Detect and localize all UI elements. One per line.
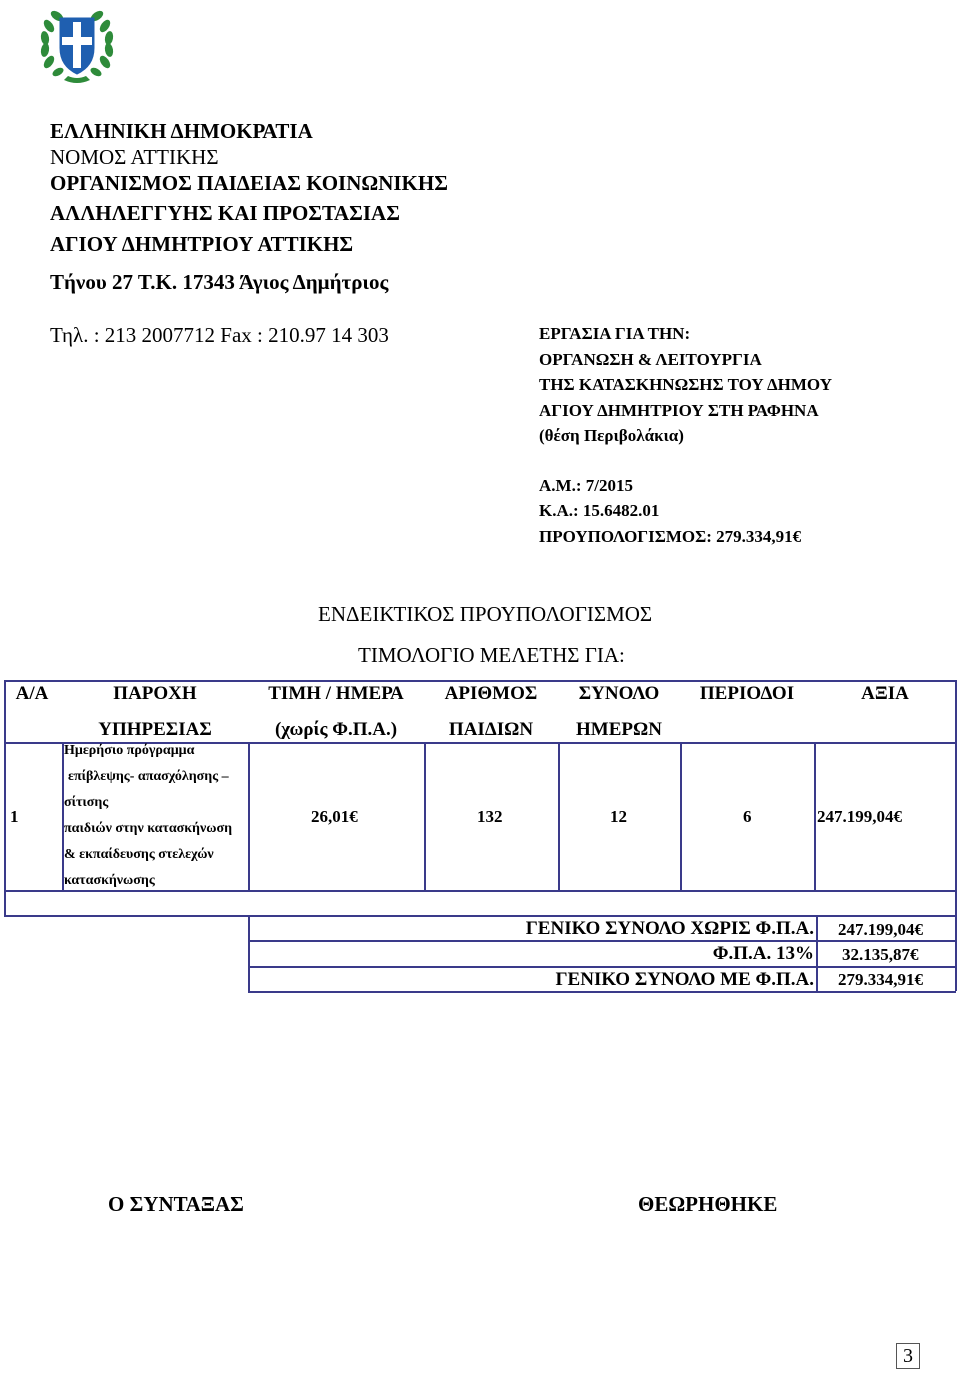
page-number: 3 bbox=[896, 1343, 920, 1369]
col-header-service-line2: ΥΠΗΡΕΣΙΑΣ bbox=[98, 719, 212, 740]
greek-emblem-icon bbox=[36, 4, 118, 88]
row-periods: 6 bbox=[743, 807, 752, 826]
col-header-days-line1: ΣΥΝΟΛΟ bbox=[578, 683, 660, 704]
row-aa: 1 bbox=[10, 807, 19, 826]
total-gross-value: 279.334,91€ bbox=[838, 970, 923, 989]
project-line1: ΕΡΓΑΣΙΑ ΓΙΑ ΤΗΝ: bbox=[539, 324, 691, 343]
header-address: Τήνου 27 Τ.Κ. 17343 Άγιος Δημήτριος bbox=[50, 270, 389, 294]
signature-author: Ο ΣΥΝΤΑΞΑΣ bbox=[108, 1192, 244, 1216]
header-org-line1: ΟΡΓΑΝΙΣΜΟΣ ΠΑΙΔΕΙΑΣ ΚΟΙΝΩΝΙΚΗΣ bbox=[50, 171, 448, 195]
row-desc-line: σίτισης bbox=[64, 795, 109, 810]
project-line5: (θέση Περιβολάκια) bbox=[539, 426, 684, 445]
col-header-days-line2: ΗΜΕΡΩΝ bbox=[576, 719, 662, 740]
project-budget: ΠΡΟΥΠΟΛΟΓΙΣΜΟΣ: 279.334,91€ bbox=[539, 526, 802, 546]
col-header-price-line1: ΤΙΜΗ / ΗΜΕΡΑ bbox=[268, 683, 404, 704]
total-gross-label: ΓΕΝΙΚΟ ΣΥΝΟΛΟ ΜΕ Φ.Π.Α. bbox=[555, 969, 814, 990]
row-desc-line: επίβλεψης- απασχόλησης – bbox=[68, 769, 229, 784]
col-header-kids-line2: ΠΑΙΔΙΩΝ bbox=[448, 719, 534, 740]
project-ka: Κ.Α.: 15.6482.01 bbox=[539, 501, 660, 520]
project-am: Α.Μ.: 7/2015 bbox=[539, 475, 633, 495]
project-line4: ΑΓΙΟΥ ΔΗΜΗΤΡΙΟΥ ΣΤΗ ΡΑΦΗΝΑ bbox=[539, 400, 819, 420]
row-desc-line: κατασκήνωσης bbox=[64, 873, 155, 888]
col-header-periods: ΠΕΡΙΟΔΟΙ bbox=[699, 683, 795, 704]
signature-approved: ΘΕΩΡΗΘΗΚΕ bbox=[638, 1192, 778, 1216]
row-desc-line: & εκπαίδευσης στελεχών bbox=[64, 847, 214, 862]
total-net-value: 247.199,04€ bbox=[838, 920, 923, 939]
col-header-price-line2: (χωρίς Φ.Π.Α.) bbox=[274, 719, 398, 740]
header-org-line2: ΑΛΛΗΛΕΓΓΥΗΣ ΚΑΙ ΠΡΟΣΤΑΣΙΑΣ bbox=[50, 201, 400, 225]
col-header-value: ΑΞΙΑ bbox=[861, 683, 909, 704]
project-line3: ΤΗΣ ΚΑΤΑΣΚΗΝΩΣΗΣ ΤΟΥ ΔΗΜΟΥ bbox=[539, 375, 832, 394]
sub-title: ΤΙΜΟΛΟΓΙΟ ΜΕΛΕΤΗΣ ΓΙΑ: bbox=[358, 643, 625, 667]
row-price: 26,01€ bbox=[311, 807, 358, 826]
col-header-kids-line1: ΑΡΙΘΜΟΣ bbox=[444, 683, 538, 704]
header-org-line3: ΑΓΙΟΥ ΔΗΜΗΤΡΙΟΥ ΑΤΤΙΚΗΣ bbox=[50, 232, 354, 256]
row-desc-line: Ημερήσιο πρόγραμμα bbox=[64, 743, 195, 758]
header-prefecture: ΝΟΜΟΣ ΑΤΤΙΚΗΣ bbox=[50, 145, 219, 169]
project-line2: ΟΡΓΑΝΩΣΗ & ΛΕΙΤΟΥΡΓΙΑ bbox=[539, 349, 762, 369]
total-vat-value: 32.135,87€ bbox=[842, 945, 919, 964]
main-title: ΕΝΔΕΙΚΤΙΚΟΣ ΠΡΟΥΠΟΛΟΓΙΣΜΟΣ bbox=[318, 602, 653, 626]
row-desc-line: παιδιών στην κατασκήνωση bbox=[64, 821, 233, 836]
col-header-service-line1: ΠΑΡΟΧΗ bbox=[113, 683, 197, 704]
row-description bbox=[64, 738, 232, 894]
total-vat-label: Φ.Π.Α. 13% bbox=[712, 943, 814, 964]
row-days: 12 bbox=[610, 807, 627, 826]
col-header-aa: Α/Α bbox=[15, 683, 49, 704]
header-country: ΕΛΛΗΝΙΚΗ ΔΗΜΟΚΡΑΤΙΑ bbox=[50, 119, 313, 143]
row-kids: 132 bbox=[477, 807, 503, 826]
project-block bbox=[539, 321, 832, 549]
row-value: 247.199,04€ bbox=[817, 807, 902, 826]
header-phone: Τηλ. : 213 2007712 Fax : 210.97 14 303 bbox=[50, 323, 389, 347]
total-net-label: ΓΕΝΙΚΟ ΣΥΝΟΛΟ ΧΩΡΙΣ Φ.Π.Α. bbox=[525, 918, 814, 939]
